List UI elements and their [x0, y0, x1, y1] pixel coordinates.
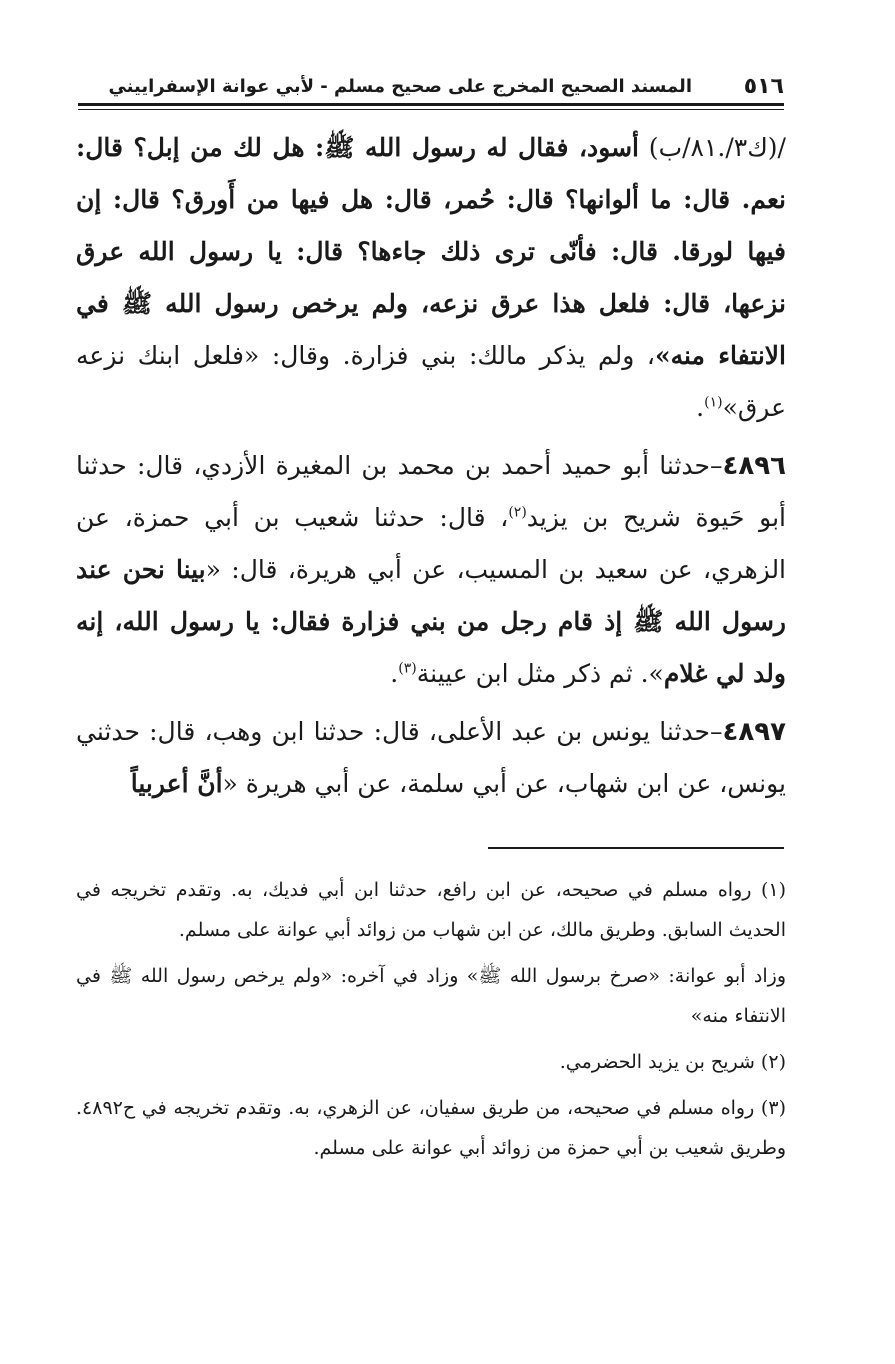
paragraph-text: ، ولم يذكر مالك: بني فزارة. وقال: «فلعل ابنك نزعه عرق» — [76, 341, 786, 422]
paragraph-text: . — [696, 393, 705, 422]
page-header — [78, 74, 784, 104]
paragraph-text: . — [390, 659, 399, 688]
paragraph-hadith-continuation — [76, 122, 786, 434]
footnote-2: (٢) شريح بن يزيد الحضرمي. — [559, 1051, 786, 1073]
hadith-matn: بينا نحن عند رسول الله ﷺ إذ قام رجل من بني فزارة فقال: يا رسول الله، إنه ولد لي غلام — [76, 555, 786, 688]
running-title: المسند الصحيح المخرج على صحيح مسلم - لأبي عوانة الإسفراييني — [108, 76, 692, 97]
footnotes — [76, 870, 786, 1168]
footnote-1-continued: وزاد أبو عوانة: «صرخ برسول الله ﷺ» وزاد في آخره: «ولم يرخص رسول الله ﷺ في الانتفاء منه» — [76, 965, 786, 1027]
paragraph-hadith-4897 — [76, 706, 786, 810]
footnote-marker: (٣) — [398, 660, 417, 677]
header-rule-thick — [78, 103, 784, 106]
footnote-3: (٣) رواه مسلم في صحيحه، من طريق سفيان، عن الزهري، به. وتقدم تخريجه في ح٤٨٩٢. وطريق شعيب بن أبي حمزة من زوائد أبي عوانة على مسلم. — [76, 1097, 786, 1159]
footnote-separator — [488, 847, 784, 849]
hadith-number: ٤٨٩٧ — [722, 717, 786, 747]
hadith-matn: أنَّ أعربياً — [130, 769, 223, 798]
isnad-text: –حدثنا أبو حميد أحمد بن محمد بن المغيرة الأزدي، قال: حدثنا أبو حَيوة شريح بن يزيد — [76, 451, 786, 532]
isnad-text: ، قال: حدثنا شعيب بن أبي حمزة، عن الزهري، عن سعيد بن المسيب، عن أبي هريرة، قال: « — [76, 503, 787, 584]
manuscript-ref: /(ك٣/.٨١/ب) — [639, 133, 786, 162]
footnote-marker: (١) — [704, 394, 723, 411]
paragraph-text: ». ثم ذكر مثل ابن عيينة — [416, 659, 664, 688]
paragraph-hadith-4896 — [76, 440, 786, 700]
isnad-text: –حدثنا يونس بن عبد الأعلى، قال: حدثنا ابن وهب، قال: حدثني يونس، عن ابن شهاب، عن أبي سلمة، عن أبي هريرة « — [76, 717, 786, 798]
page-number: ٥١٦ — [743, 74, 784, 99]
footnote-marker: (٢) — [508, 504, 527, 521]
header-rule-thin — [78, 109, 784, 110]
hadith-number: ٤٨٩٦ — [722, 451, 786, 481]
main-text — [76, 122, 786, 810]
footnote-1: (١) رواه مسلم في صحيحه، عن ابن رافع، حدثنا ابن أبي فديك، به. وتقدم تخريجه في الحديث السابق. وطريق مالك، عن ابن شهاب من زوائد أبي عوانة على مسلم. — [76, 879, 786, 941]
hadith-matn: أسود، فقال له رسول الله ﷺ: هل لك من إبل؟ قال: نعم. قال: ما ألوانها؟ قال: حُمر، قال: هل فيها من أَورق؟ قال: إن فيها لورقا. قال: فأنّى ترى ذلك جاءها؟ قال: يا رسول الله عرق نزعها، قال: فلعل هذا عرق نزعه، ولم يرخص رسول الله ﷺ في الانتفاء منه» — [76, 133, 786, 370]
